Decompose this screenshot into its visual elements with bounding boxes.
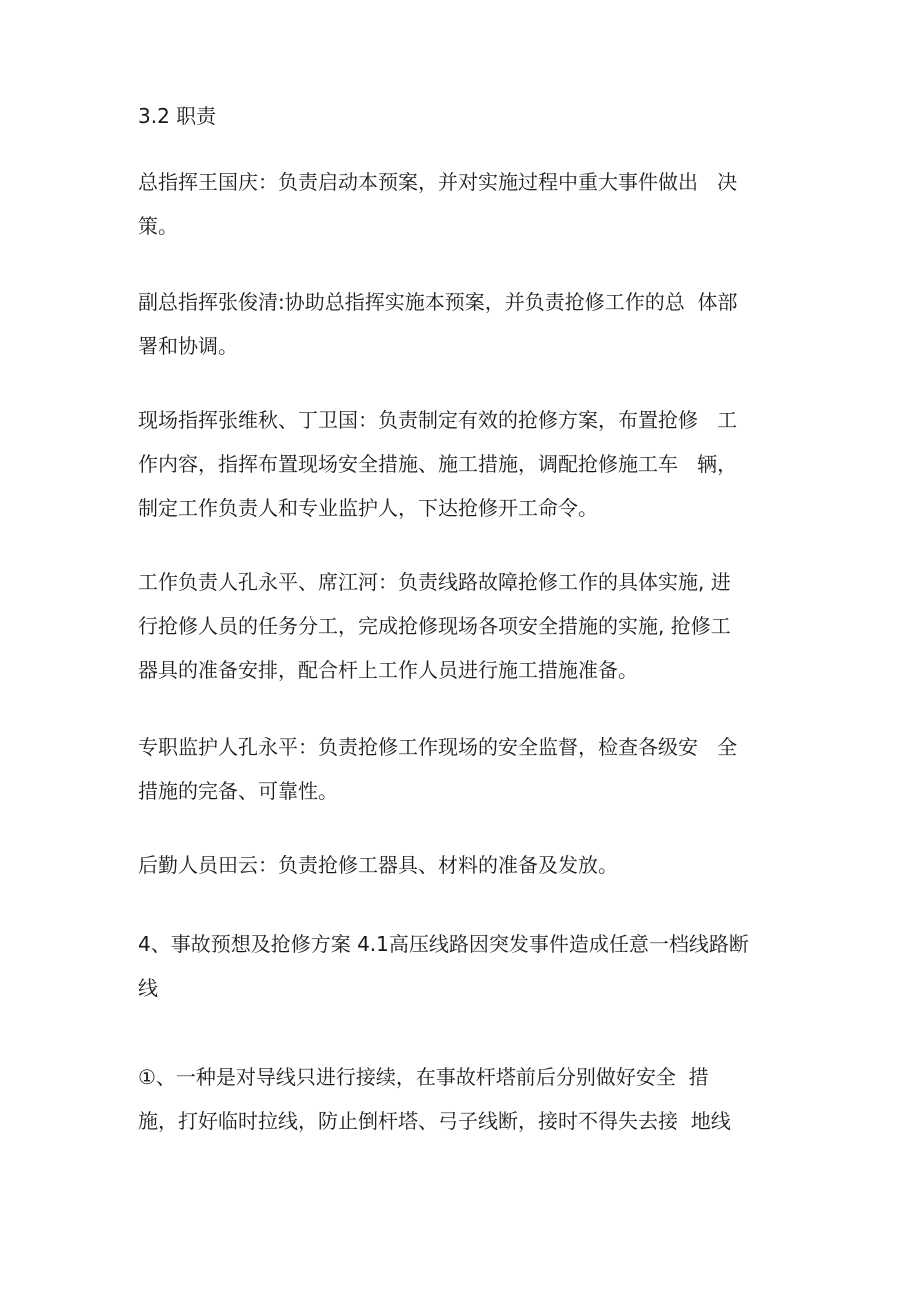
paragraph-commander bbox=[138, 160, 788, 248]
paragraph-site-commander bbox=[138, 398, 788, 530]
paragraph-line: 副总指挥张俊清:协助总指挥实施本预案，并负责抢修工作的总 体部 bbox=[138, 290, 738, 314]
paragraph-line: 专职监护人孔永平：负责抢修工作现场的安全监督，检查各级安 全 bbox=[138, 735, 738, 759]
paragraph-work-leader bbox=[138, 560, 788, 692]
paragraph-item-1 bbox=[138, 1055, 788, 1143]
paragraph-line: 4、事故预想及抢修方案 4.1高压线路因突发事件造成任意一档线路断 bbox=[138, 932, 749, 956]
paragraph-line: 现场指挥张维秋、丁卫国：负责制定有效的抢修方案，布置抢修 工 bbox=[138, 408, 738, 432]
paragraph-line: 器具的准备安排，配合杆上工作人员进行施工措施准备。 bbox=[138, 658, 638, 682]
paragraph-line: 作内容，指挥布置现场安全措施、施工措施，调配抢修施工车 辆， bbox=[138, 452, 738, 476]
paragraph-line: 行抢修人员的任务分工，完成抢修现场各项安全措施的实施, 抢修工 bbox=[138, 614, 731, 638]
paragraph-line: 工作负责人孔永平、席江河：负责线路故障抢修工作的具体实施, 进 bbox=[138, 570, 731, 594]
paragraph-line: 制定工作负责人和专业监护人，下达抢修开工命令。 bbox=[138, 496, 598, 520]
paragraph-safety-supervisor bbox=[138, 725, 788, 813]
paragraph-line: ①、一种是对导线只进行接续，在事故杆塔前后分别做好安全 措 bbox=[138, 1065, 709, 1089]
paragraph-line: 线 bbox=[138, 976, 158, 1000]
section-heading: 3.2 职责 bbox=[138, 104, 217, 128]
paragraph-logistics bbox=[138, 843, 788, 887]
paragraph-line: 总指挥王国庆：负责启动本预案，并对实施过程中重大事件做出 决 bbox=[138, 170, 738, 194]
paragraph-section-4 bbox=[138, 922, 788, 1010]
paragraph-line: 措施的完备、可靠性。 bbox=[138, 779, 338, 803]
paragraph-line: 后勤人员田云：负责抢修工器具、材料的准备及发放。 bbox=[138, 853, 618, 877]
paragraph-line: 施，打好临时拉线，防止倒杆塔、弓子线断，接时不得失去接 地线 bbox=[138, 1109, 731, 1133]
paragraph-line: 署和协调。 bbox=[138, 334, 238, 358]
paragraph-line: 策。 bbox=[138, 214, 178, 238]
paragraph-deputy-commander bbox=[138, 280, 788, 368]
